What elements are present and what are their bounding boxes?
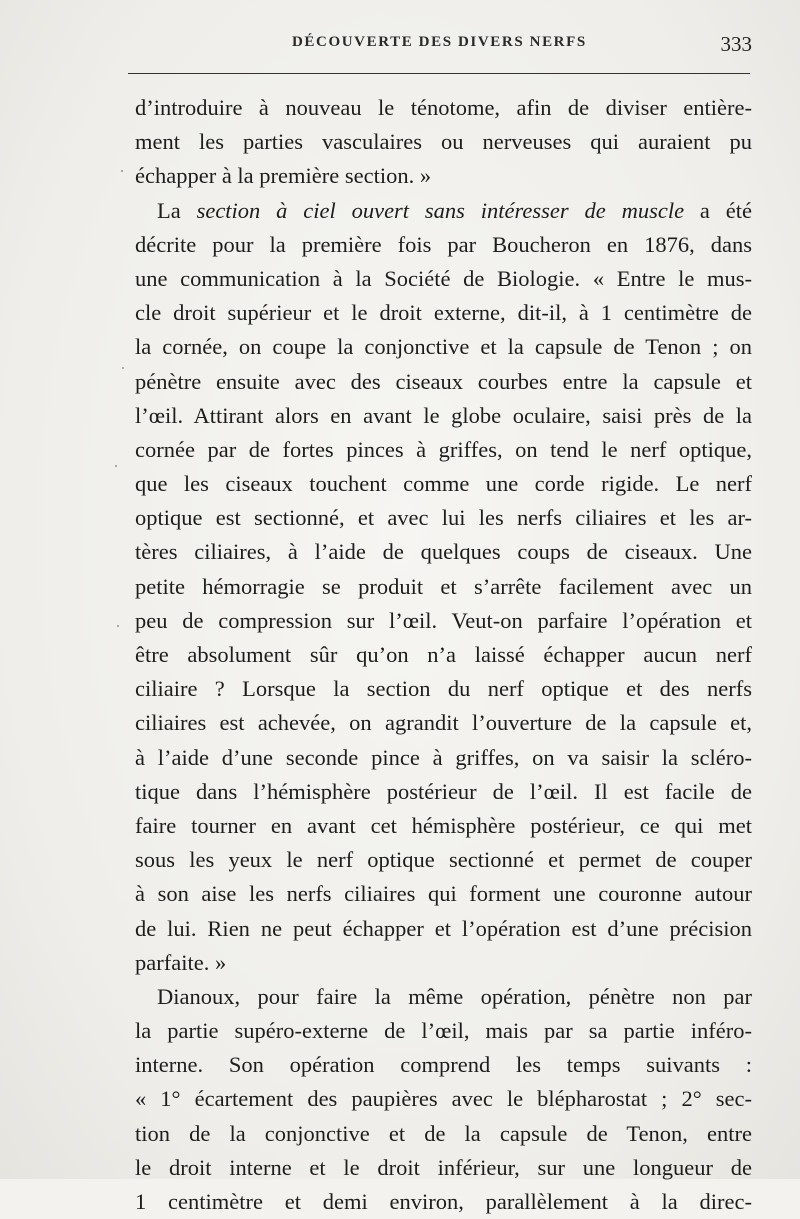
text-line: Dianoux, pour faire la même opération, pénètre non par: [157, 983, 752, 1009]
text-line: être absolument sûr qu’on n’a laissé échapper aucun nerf: [135, 642, 752, 667]
text-line: optique est sectionné, et avec lui les nerfs ciliaires et les ar-: [135, 505, 752, 531]
running-head: DÉCOUVERTE DES DIVERS NERFS: [292, 34, 587, 50]
text-line: interne. Son opération comprend les temps suivants :: [135, 1052, 752, 1078]
paper-speck: [121, 170, 123, 172]
text-line: ciliaire ? Lorsque la section du nerf optique et des nerfs: [135, 676, 752, 702]
text-line: l’œil. Attirant alors en avant le globe oculaire, saisi près de la: [135, 402, 752, 428]
header-rule: [128, 73, 750, 74]
text-line: la cornée, on coupe la conjonctive et la capsule de Tenon ; on: [135, 334, 752, 360]
text-line: d’introduire à nouveau le ténotome, afin de diviser entière-: [135, 95, 752, 120]
text-line: que les ciseaux touchent comme une corde rigide. Le nerf: [135, 471, 752, 497]
text-line: cle droit supérieur et le droit externe, dit-il, à 1 centimètre de: [135, 300, 752, 326]
text-fragment: La: [157, 197, 197, 223]
text-line: sous les yeux le nerf optique sectionné et permet de couper: [135, 847, 752, 873]
body-text: [135, 91, 752, 1219]
text-line: tique dans l’hémisphère postérieur de l’œil. Il est facile de: [135, 778, 752, 804]
italic-phrase: section à ciel ouvert sans intéresser de muscle: [196, 197, 685, 223]
page-number: 333: [720, 32, 752, 56]
text-line: « 1° écartement des paupières avec le blépharostat ; 2° sec-: [135, 1086, 752, 1112]
paper-speck: [117, 625, 119, 627]
paper-speck: [115, 465, 117, 467]
text-line: à l’aide d’une seconde pince à griffes, on va saisir la scléro-: [135, 744, 752, 770]
text-line: ment les parties vasculaires ou nerveuses qui auraient pu: [135, 129, 752, 155]
text-line: petite hémorragie se produit et s’arrête facilement avec un: [135, 573, 752, 599]
text-line: décrite pour la première fois par Boucheron en 1876, dans: [135, 231, 752, 257]
text-line: une communication à la Société de Biologie. « Entre le mus-: [135, 265, 752, 291]
text-line: le droit interne et le droit inférieur, sur une longueur de: [135, 1154, 752, 1180]
text-line: tion de la conjonctive et de la capsule de Tenon, entre: [135, 1120, 752, 1146]
text-line: ciliaires est achevée, on agrandit l’ouverture de la capsule et,: [135, 710, 752, 736]
paper-speck: [122, 367, 124, 369]
text-line: la partie supéro-externe de l’œil, mais par sa partie inféro-: [135, 1018, 752, 1044]
text-line: faire tourner en avant cet hémisphère postérieur, ce qui met: [135, 812, 752, 838]
page-header: [132, 34, 752, 62]
text-line: peu de compression sur l’œil. Veut-on parfaire l’opération et: [135, 607, 752, 633]
text-line: tères ciliaires, à l’aide de quelques coups de ciseaux. Une: [135, 539, 752, 565]
text-line: de lui. Rien ne peut échapper et l’opération est d’une précision: [135, 915, 752, 941]
text-line: parfaite. »: [135, 949, 227, 975]
text-line-italic: [135, 194, 752, 228]
text-line: à son aise les nerfs ciliaires qui forment une couronne autour: [135, 881, 752, 907]
text-fragment: a été: [684, 197, 752, 223]
text-line: 1 centimètre et demi environ, parallèlement à la direc-: [135, 1189, 752, 1214]
text-line: cornée par de fortes pinces à griffes, on tend le nerf optique,: [135, 436, 752, 462]
text-line: pénètre ensuite avec des ciseaux courbes entre la capsule et: [135, 368, 752, 394]
text-line: échapper à la première section. »: [135, 163, 432, 189]
